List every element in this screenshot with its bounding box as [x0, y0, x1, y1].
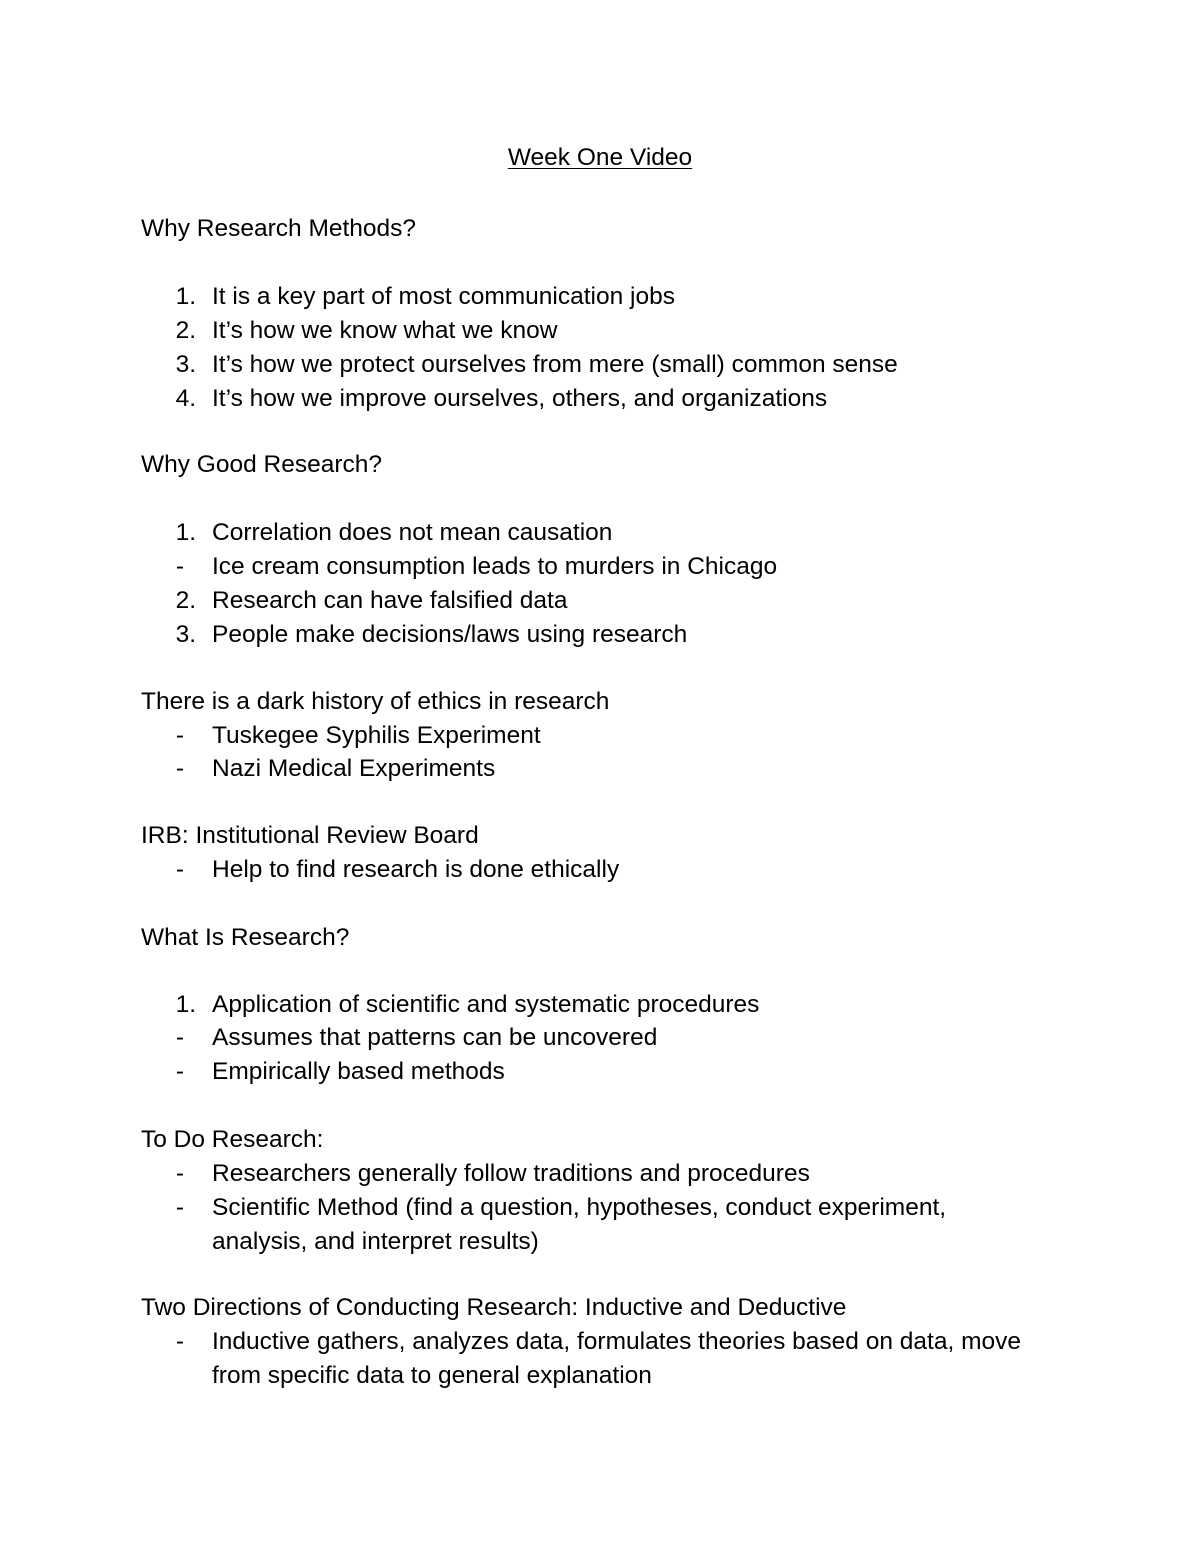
list-marker: -	[175, 856, 184, 883]
section-heading-text: Why Research Methods?	[141, 215, 417, 242]
list-item-text: People make decisions/laws using research	[212, 621, 688, 648]
list-item	[0, 1055, 1200, 1089]
section-heading	[0, 212, 1200, 246]
section-heading-text: There is a dark history of ethics in research	[141, 688, 610, 715]
section-heading-text: IRB: Institutional Review Board	[141, 822, 479, 849]
list-marker: 1.	[175, 283, 196, 310]
list-marker: 2.	[175, 587, 196, 614]
section-heading-text: Why Good Research?	[141, 451, 383, 478]
list-item-text: It is a key part of most communication jobs	[212, 283, 675, 310]
list-item-text: Empirically based methods	[212, 1058, 505, 1085]
section-heading	[0, 448, 1200, 482]
section-heading-text: To Do Research:	[141, 1126, 324, 1153]
page-title: Week One Video	[507, 144, 693, 171]
list-item-text: Research can have falsified data	[212, 587, 568, 614]
list-marker: 2.	[175, 317, 196, 344]
list-item	[0, 618, 1200, 652]
list-marker: -	[175, 1328, 184, 1355]
list-item	[0, 1021, 1200, 1055]
list-item	[0, 516, 1200, 550]
list-item-text: from specific data to general explanation	[212, 1362, 652, 1389]
section-heading	[0, 819, 1200, 853]
list-item	[0, 719, 1200, 753]
list-marker: 4.	[175, 385, 196, 412]
list-item	[0, 1157, 1200, 1191]
list-item	[0, 1191, 1200, 1225]
list-item-continuation	[0, 1225, 1200, 1259]
list-item	[0, 752, 1200, 786]
section-heading-text: Two Directions of Conducting Research: Inductive and Deductive	[141, 1294, 847, 1321]
list-marker: 1.	[175, 991, 196, 1018]
list-item	[0, 314, 1200, 348]
list-item-text: Help to find research is done ethically	[212, 856, 620, 883]
list-marker: -	[175, 1160, 184, 1187]
list-marker: -	[175, 755, 184, 782]
section-heading	[0, 685, 1200, 719]
list-marker: -	[175, 553, 184, 580]
list-item	[0, 988, 1200, 1022]
list-item	[0, 584, 1200, 618]
list-item	[0, 280, 1200, 314]
list-marker: 1.	[175, 519, 196, 546]
list-item-text: Correlation does not mean causation	[212, 519, 613, 546]
list-item	[0, 853, 1200, 887]
list-item-text: Tuskegee Syphilis Experiment	[212, 722, 541, 749]
list-item	[0, 348, 1200, 382]
section-heading-text: What Is Research?	[141, 924, 350, 951]
list-item-continuation	[0, 1359, 1200, 1393]
list-item-text: It’s how we improve ourselves, others, and organizations	[212, 385, 828, 412]
list-item-text: Application of scientific and systematic procedures	[212, 991, 760, 1018]
list-marker: 3.	[175, 351, 196, 378]
list-item-text: Assumes that patterns can be uncovered	[212, 1024, 658, 1051]
list-item-text: Inductive gathers, analyzes data, formulates theories based on data, move	[212, 1328, 1021, 1355]
list-item	[0, 1325, 1200, 1359]
list-item	[0, 382, 1200, 416]
list-item-text: analysis, and interpret results)	[212, 1228, 539, 1255]
section-heading	[0, 1291, 1200, 1325]
section-heading	[0, 1123, 1200, 1157]
list-item-text: It’s how we protect ourselves from mere (small) common sense	[212, 351, 898, 378]
list-item-text: Researchers generally follow traditions and procedures	[212, 1160, 810, 1187]
list-marker: -	[175, 1194, 184, 1221]
list-marker: -	[175, 1024, 184, 1051]
list-item-text: Nazi Medical Experiments	[212, 755, 496, 782]
list-item-text: Scientific Method (find a question, hypotheses, conduct experiment,	[212, 1194, 947, 1221]
list-marker: -	[175, 722, 184, 749]
list-item-text: It’s how we know what we know	[212, 317, 558, 344]
section-heading	[0, 921, 1200, 955]
list-item-text: Ice cream consumption leads to murders in Chicago	[212, 553, 778, 580]
list-marker: 3.	[175, 621, 196, 648]
list-marker: -	[175, 1058, 184, 1085]
list-item	[0, 550, 1200, 584]
